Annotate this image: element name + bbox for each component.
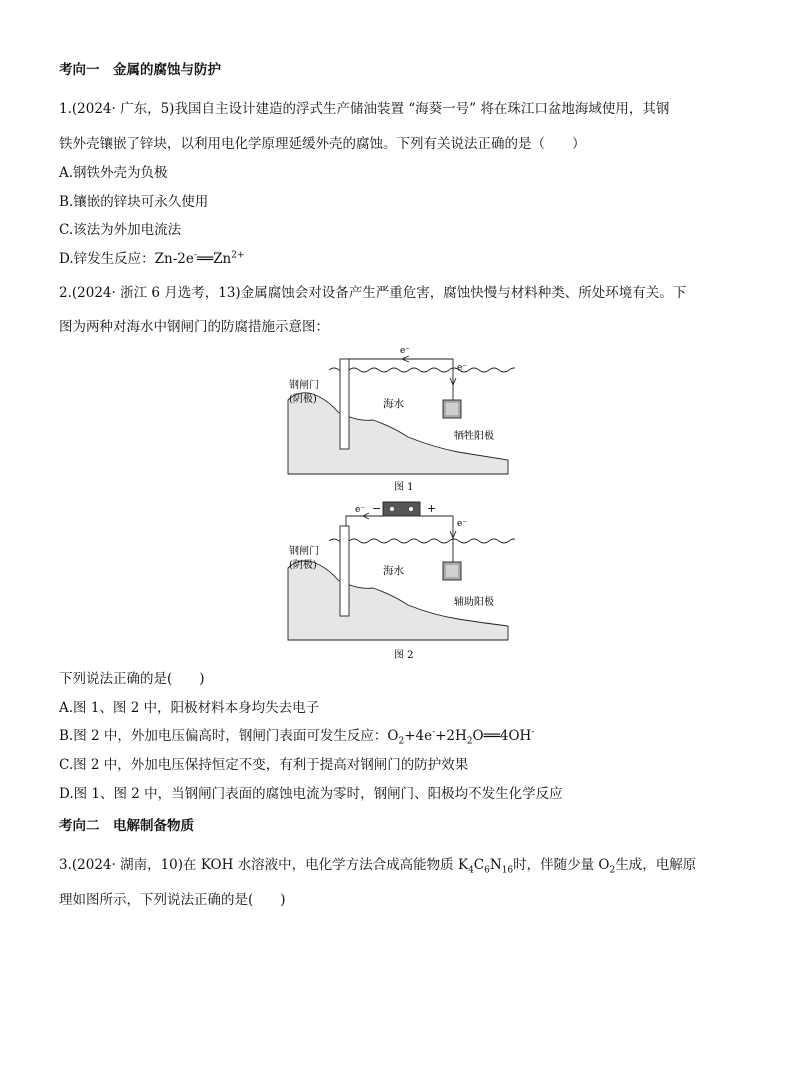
q2-stem-line1: 2.(2024· 浙江 6 月选考，13)金属腐蚀会对设备产生严重危害，腐蚀快慢与材料种类、所处环境有关。下 bbox=[59, 285, 687, 301]
fig2-wire-left bbox=[346, 516, 383, 526]
q2-option-a: A.图 1、图 2 中，阳极材料本身均失去电子 bbox=[59, 700, 320, 716]
fig1-gate-role-label: (阴极) bbox=[289, 394, 317, 405]
figure-1-diagram bbox=[283, 342, 515, 497]
fig2-plus-sign: + bbox=[427, 502, 437, 515]
fig2-sea-surface bbox=[329, 539, 515, 543]
fig2-steel-gate bbox=[340, 526, 349, 616]
fig2-power-source bbox=[383, 502, 420, 516]
fig2-electron-label-2: e⁻ bbox=[457, 519, 468, 529]
q3-stem-line1: 3.(2024· 湖南，10)在 KOH 水溶液中，电化学方法合成高能物质 $K_4C_6N_{16}$时，伴随少量 $O_2$生成，电解原 bbox=[59, 857, 697, 876]
fig2-wire-right bbox=[420, 516, 453, 562]
q1-stem-line2: 铁外壳镶嵌了锌块，以利用电化学原理延缓外壳的腐蚀。下列有关说法正确的是（ ） bbox=[59, 136, 586, 152]
fig2-sea-label: 海水 bbox=[383, 565, 404, 577]
q1-option-d: D.锌发生反应：$Zn-2e^-══Zn^{2+}$ bbox=[59, 250, 245, 267]
figure-2-diagram bbox=[283, 498, 515, 663]
q2-option-d: D.图 1、图 2 中，当钢闸门表面的腐蚀电流为零时，钢闸门、阳极均不发生化学反应 bbox=[59, 786, 563, 802]
q1-option-c: C.该法为外加电流法 bbox=[59, 222, 182, 238]
q1-option-a: A.钢铁外壳为负极 bbox=[59, 165, 168, 181]
fig2-gate-role-label: (阴极) bbox=[289, 560, 317, 571]
fig1-anode-label: 牺牲阳极 bbox=[454, 431, 494, 442]
q2-option-c: C.图 2 中，外加电压保持恒定不变，有利于提高对钢闸门的防护效果 bbox=[59, 757, 469, 773]
fig2-caption: 图 2 bbox=[394, 650, 414, 661]
fig1-electron-label-2: e⁻ bbox=[457, 363, 468, 373]
fig1-gate-label: 钢闸门 bbox=[289, 380, 319, 391]
fig1-sea-label: 海水 bbox=[383, 398, 404, 410]
fig2-electron-label-1: e⁻ bbox=[355, 505, 366, 515]
q1-option-b: B.镶嵌的锌块可永久使用 bbox=[59, 194, 209, 210]
fig1-electron-label-1: e⁻ bbox=[400, 346, 411, 356]
q2-question: 下列说法正确的是( ) bbox=[59, 671, 205, 687]
fig2-gate-label: 钢闸门 bbox=[289, 546, 319, 557]
section-title-1: 考向一 金属的腐蚀与防护 bbox=[59, 62, 221, 78]
fig2-anode-label: 辅助阳极 bbox=[454, 597, 494, 608]
fig2-minus-sign: − bbox=[372, 502, 382, 515]
section-title-2: 考向二 电解制备物质 bbox=[59, 818, 194, 834]
fig1-sea-surface bbox=[329, 368, 515, 372]
q2-option-b: B.图 2 中，外加电压偏高时，钢闸门表面可发生反应：$O_2+4e^-+2H_2O══4OH^-$ bbox=[59, 727, 535, 747]
fig1-caption: 图 1 bbox=[394, 482, 414, 493]
fig1-steel-gate bbox=[340, 359, 349, 449]
q1-stem-line1: 1.(2024· 广东，5)我国自主设计建造的浮式生产储油装置 “海葵一号” 将在珠江口盆地海域使用，其钢 bbox=[59, 101, 670, 117]
q3-stem-line2: 理如图所示，下列说法正确的是( ) bbox=[59, 892, 286, 908]
q2-stem-line2: 图为两种对海水中钢闸门的防腐措施示意图： bbox=[59, 319, 329, 335]
